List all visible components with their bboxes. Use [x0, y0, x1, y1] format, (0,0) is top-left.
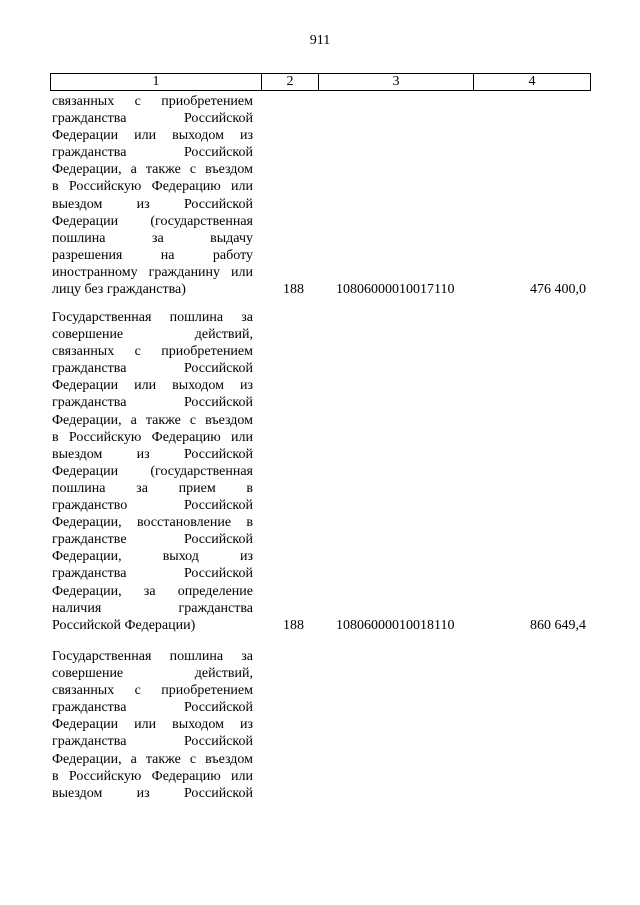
desc-line: выездом из Российской	[52, 196, 253, 212]
desc-line: наличия гражданства	[52, 600, 253, 616]
desc-line: гражданства Российской	[52, 700, 253, 716]
desc-line: гражданства Российской	[52, 566, 253, 582]
desc-line: пошлина за выдачу	[52, 230, 253, 246]
desc-line: гражданства Российской	[52, 361, 253, 377]
desc-line: совершение действий,	[52, 327, 253, 343]
desc-line: Государственная пошлина за	[52, 649, 253, 664]
desc-line: Федерации, а также с въездом	[52, 412, 253, 428]
desc-line: Федерации или выходом из	[52, 378, 253, 394]
desc-line: Федерации или выходом из	[52, 717, 253, 733]
desc-line: выездом из Российской	[52, 785, 253, 801]
page-number: 911	[309, 33, 331, 48]
desc-line: в Российскую Федерацию или	[52, 768, 253, 784]
header-col-3: 3	[319, 74, 474, 91]
desc-line: Федерации (государственная	[52, 463, 253, 479]
desc-line: гражданство Российской	[52, 498, 253, 514]
desc-line: иностранному гражданину или	[52, 264, 253, 280]
desc-line: в Российскую Федерацию или	[52, 429, 253, 445]
desc-line: Российской Федерации)	[52, 617, 196, 633]
desc-line: гражданства Российской	[52, 145, 253, 161]
row-description	[52, 93, 253, 298]
desc-line: гражданстве Российской	[52, 532, 253, 548]
admin-code: 188	[283, 282, 304, 297]
desc-line: гражданства Российской	[52, 395, 253, 411]
desc-line: гражданства Российской	[52, 734, 253, 750]
desc-line: пошлина за прием в	[52, 480, 253, 496]
table-header	[50, 73, 591, 91]
desc-line: Федерации или выходом из	[52, 128, 253, 144]
desc-line: связанных с приобретением	[52, 683, 253, 699]
desc-line: Государственная пошлина за	[52, 310, 253, 325]
kbk-code: 10806000010017110	[336, 282, 455, 297]
desc-line: Федерации, выход из	[52, 549, 253, 565]
kbk-code: 10806000010018110	[336, 618, 455, 633]
amount: 860 649,4	[530, 618, 586, 633]
header-col-4: 4	[474, 74, 591, 91]
desc-line: совершение действий,	[52, 666, 253, 682]
desc-line: выездом из Российской	[52, 446, 253, 462]
desc-line: Федерации, восстановление в	[52, 515, 253, 531]
desc-line: Федерации, а также с въездом	[52, 162, 253, 178]
desc-line: связанных с приобретением	[52, 344, 253, 360]
desc-line: Федерации (государственная	[52, 213, 253, 229]
amount: 476 400,0	[530, 282, 586, 297]
row-description	[52, 309, 253, 634]
desc-line: в Российскую Федерацию или	[52, 179, 253, 195]
desc-line: Федерации, а также с въездом	[52, 751, 253, 767]
desc-line: лицу без гражданства)	[52, 282, 186, 298]
header-col-2: 2	[262, 74, 319, 91]
header-col-1: 1	[51, 74, 262, 91]
desc-line: разрешения на работу	[52, 247, 253, 263]
desc-line: Федерации, за определение	[52, 583, 253, 599]
desc-line: гражданства Российской	[52, 111, 253, 127]
admin-code: 188	[283, 618, 304, 633]
desc-line: связанных с приобретением	[52, 94, 253, 109]
row-description	[52, 648, 253, 802]
